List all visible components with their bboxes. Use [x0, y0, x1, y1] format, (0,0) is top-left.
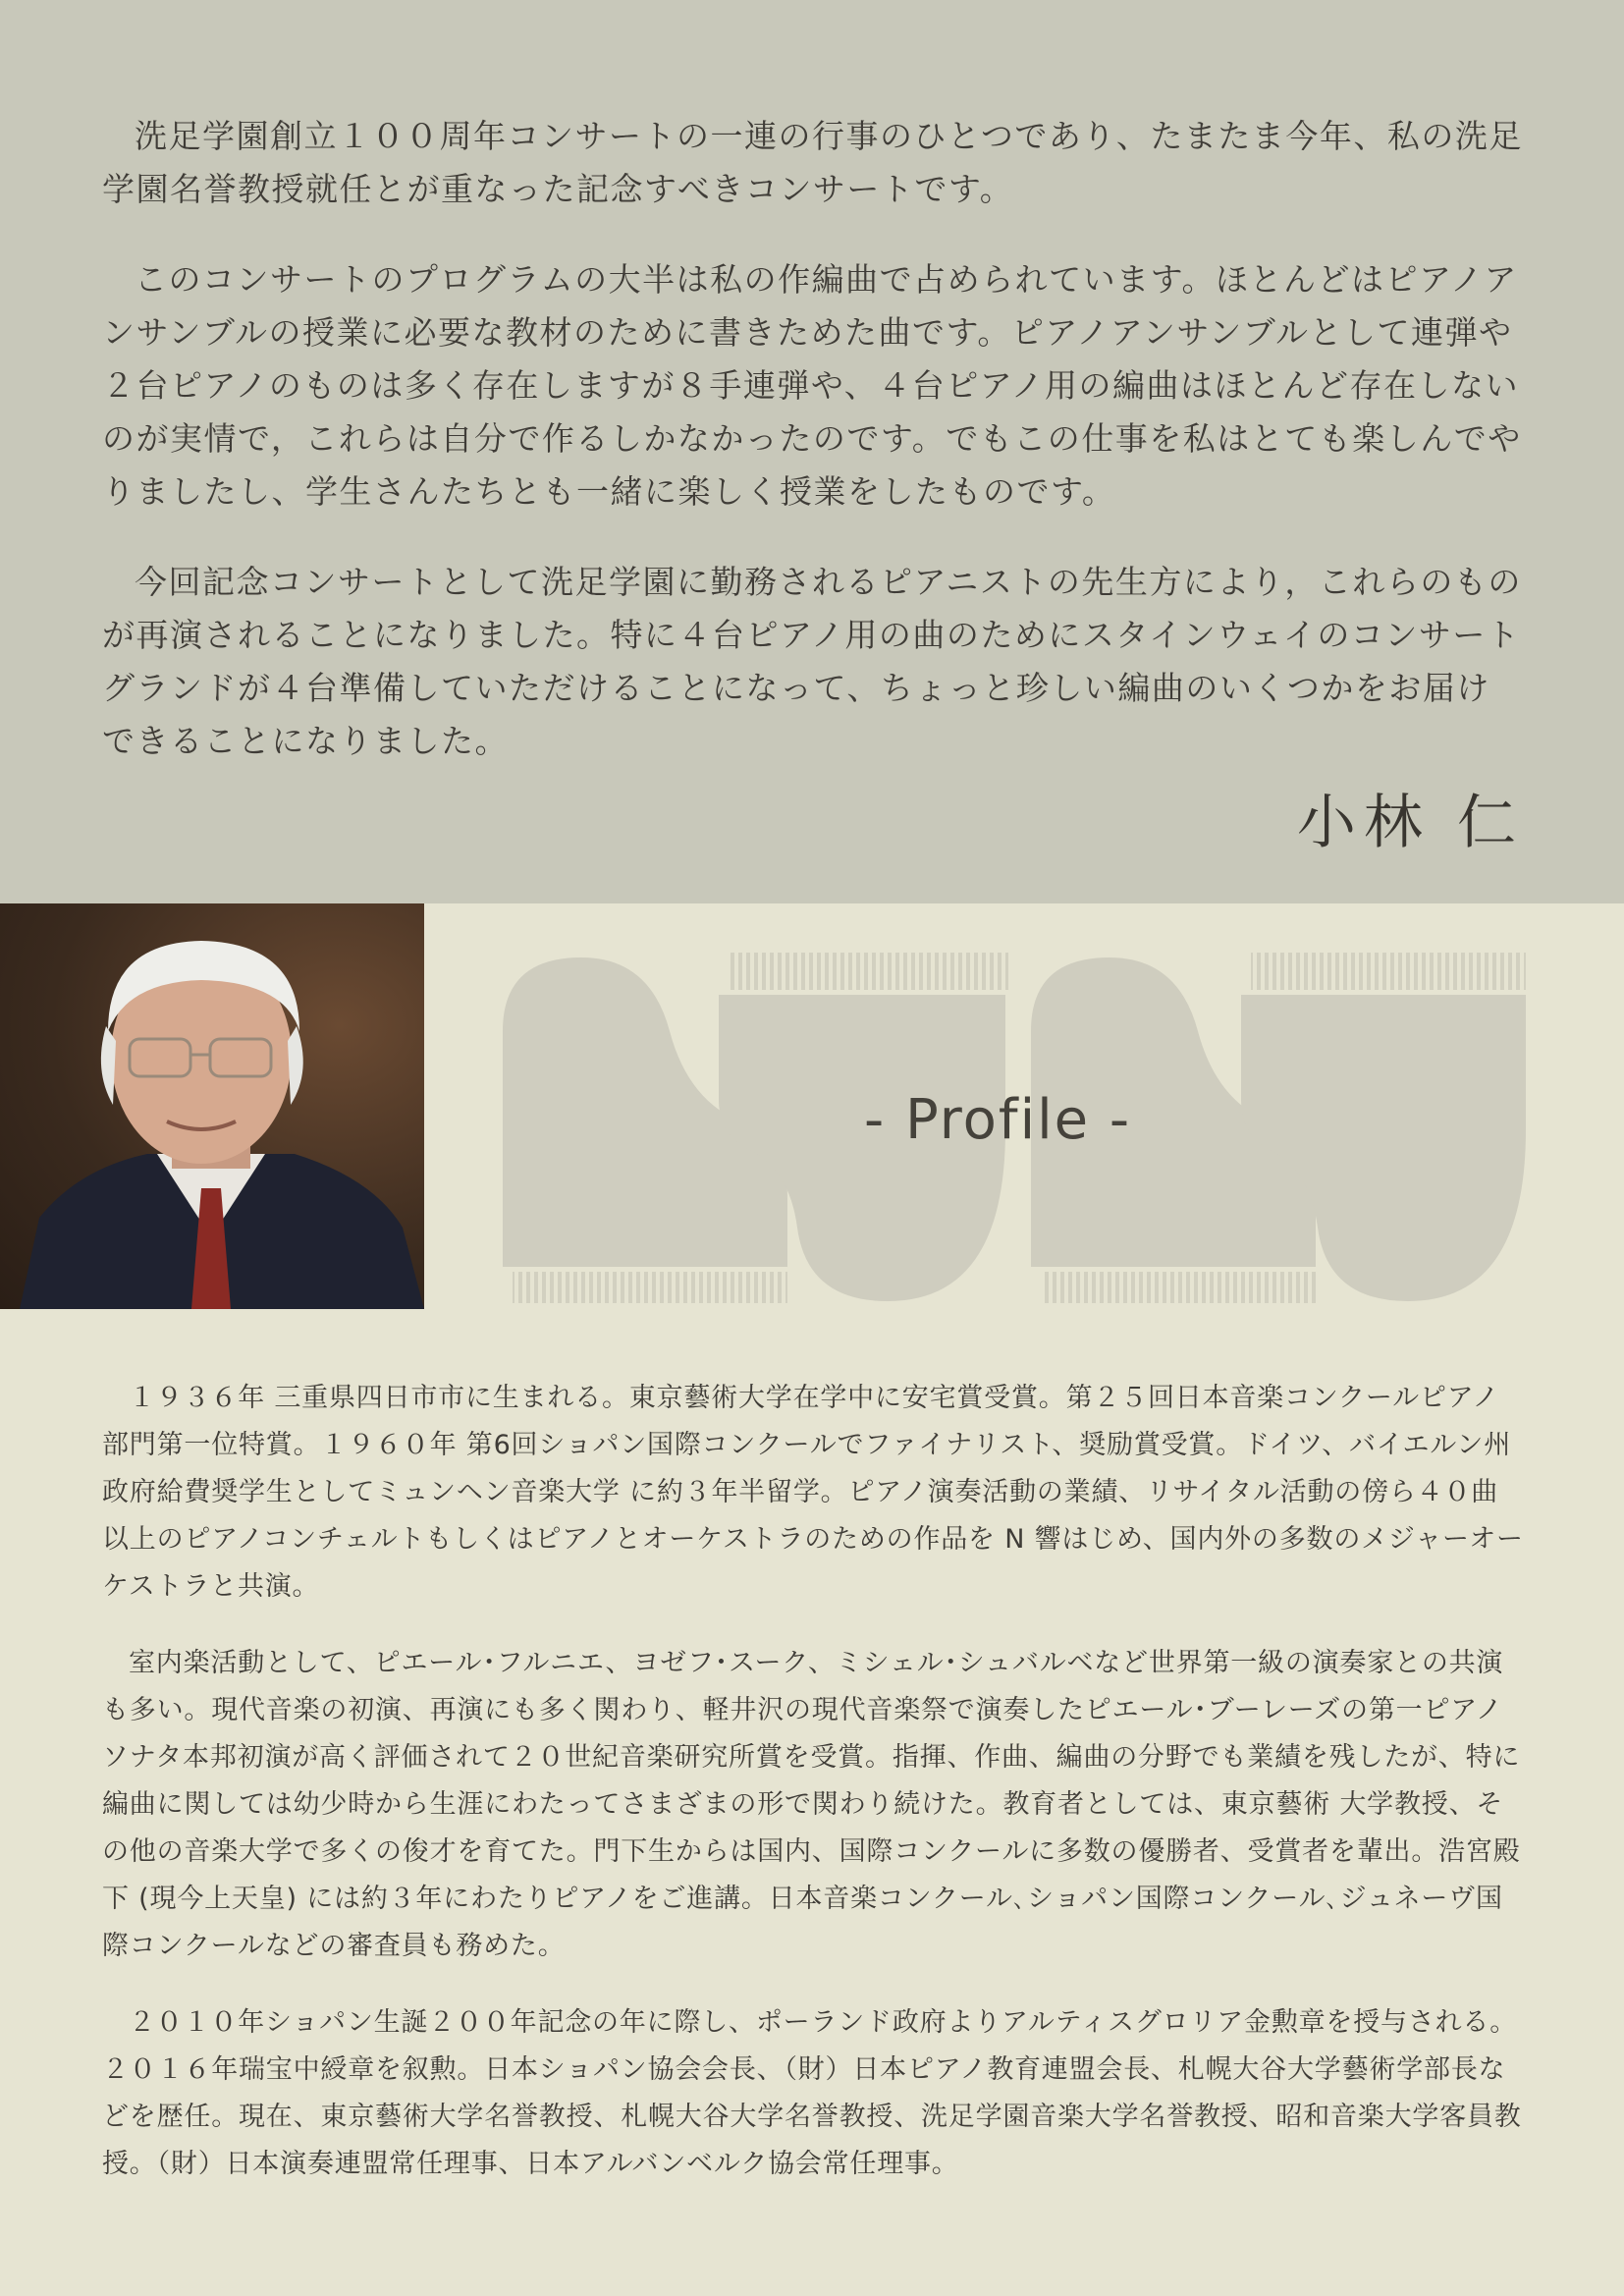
profile-title: - Profile - [864, 1088, 1132, 1152]
bio-paragraph-1: １９３６年 三重県四日市市に生まれる。東京藝術大学在学中に安宅賞受賞。第２５回日本音楽コンクールピアノ部門第一位特賞。１９６０年 第6回ショパン国際コンクールでファイナリスト、奨励賞受賞。ドイツ、バイエルン州政府給費奨学生としてミュンヘン音楽大学 に約３年半留学。ピアノ演奏活動の業績、リサイタル活動の傍ら４０曲以上のピアノコンチェルトもしくはピアノとオーケストラのための作品を N 響はじめ、国内外の多数のメジャーオーケストラと共演。 [102, 1383, 1524, 1602]
portrait-photo [0, 903, 424, 1309]
portrait-illustration [0, 903, 424, 1309]
bio-paragraph-3: ２０１０年ショパン生誕２００年記念の年に際し、ポーランド政府よりアルティスグロリア金勲章を授与される。２０１６年瑞宝中綬章を叙勲。日本ショパン協会会長、（財）日本ピアノ教育連盟会長、札幌大谷大学藝術学部長などを歴任。現在、東京藝術大学名誉教授、札幌大谷大学名誉教授、洗足学園音楽大学名誉教授、昭和音楽大学客員教授。（財）日本演奏連盟常任理事、日本アルバンベルク協会常任理事。 [102, 2007, 1522, 2179]
bio-paragraph-2: 室内楽活動として、ピエール･フルニエ、ヨゼフ･スーク、ミシェル･シュバルベなど世界第一級の演奏家との共演も多い。現代音楽の初演、再演にも多く関わり、軽井沢の現代音楽祭で演奏したピエール･ブーレーズの第一ピアノソナタ本邦初演が高く評価されて２０世紀音楽研究所賞を受賞。指揮、作曲、編曲の分野でも業績を残したが、特に編曲に関しては幼少時から生涯にわたってさまざまの形で関わり続けた。教育者としては、東京藝術 大学教授、その他の音楽大学で多くの俊才を育てた。門下生からは国内、国際コンクールに多数の優勝者、受賞者を輩出。浩宮殿下 (現今上天皇) には約３年にわたりピアノをご進講。日本音楽コンクール､ショパン国際コンクール､ジュネーヴ国際コンクールなどの審査員も務めた。 [102, 1648, 1521, 1961]
profile-biography [102, 1375, 1524, 2217]
message-paragraph-2: このコンサートのプログラムの大半は私の作編曲で占められています。ほとんどはピアノアンサンブルの授業に必要な教材のために書きためた曲です。ピアノアンサンブルとして連弾や２台ピアノのものは多く存在しますが８手連弾や、４台ピアノ用の編曲はほとんど存在しないのが実情で，これらは自分で作るしかなかったのです。でもこの仕事を私はとても楽しんでやりましたし、学生さんたちとも一緒に楽しく授業をしたものです。 [102, 260, 1522, 511]
message-paragraph-3: 今回記念コンサートとして洗足学園に勤務されるピアニストの先生方により，これらのものが再演されることになりました。特に４台ピアノ用の曲のためにスタインウェイのコンサートグランドが４台準備していただけることになって、ちょっと珍しい編曲のいくつかをお届けできることになりました。 [102, 563, 1522, 760]
message-body [102, 110, 1524, 805]
message-section [0, 0, 1624, 903]
message-paragraph-1: 洗足学園創立１００周年コンサートの一連の行事のひとつであり、たまたま今年、私の洗足学園名誉教授就任とが重なった記念すべきコンサートです。 [102, 117, 1523, 208]
signature: 小林 仁 [1296, 789, 1524, 857]
